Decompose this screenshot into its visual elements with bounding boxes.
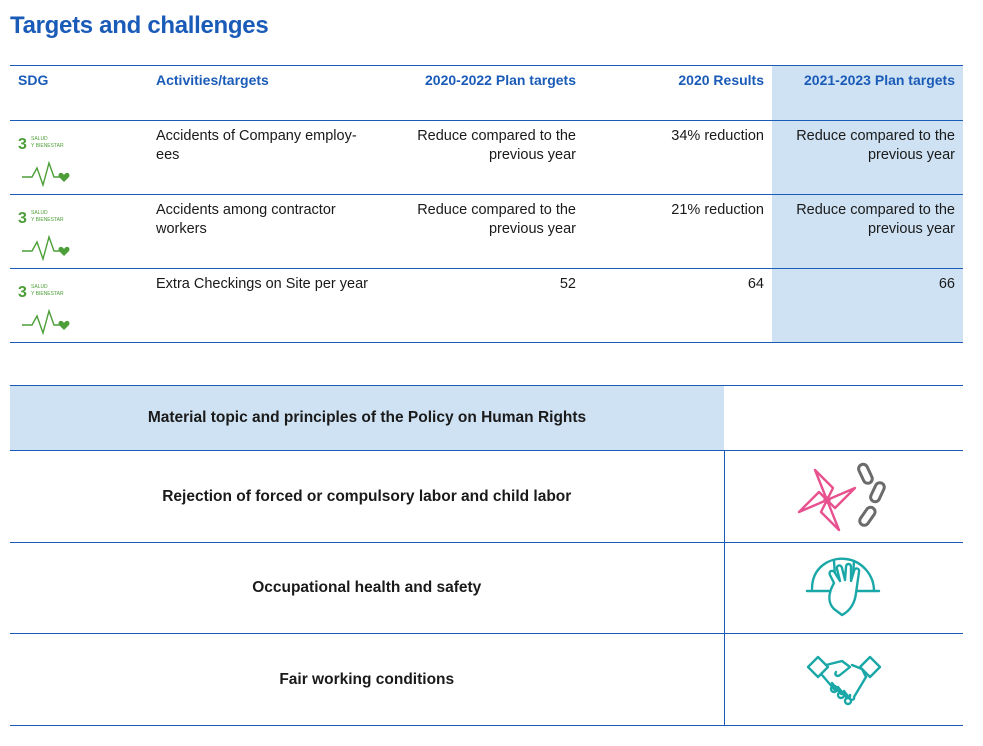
plan-2021-2023-cell: 66: [772, 269, 963, 343]
activity-cell: Extra Checkings on Site per year: [148, 269, 386, 343]
human-rights-header-row: [10, 386, 963, 451]
plan-2020-2022-cell: Reduce compared to the previous year: [386, 121, 584, 195]
sdg-cell: [10, 121, 148, 195]
activity-cell: Accidents among contractor workers: [148, 195, 386, 269]
activity-cell: Accidents of Company employ-ees: [148, 121, 386, 195]
targets-header-row: [10, 66, 963, 121]
plan-2020-2022-cell: 52: [386, 269, 584, 343]
header-activities: Activities/targets: [148, 66, 386, 121]
header-plan-2020-2022: 2020-2022 Plan targets: [386, 66, 584, 121]
sdg-cell: [10, 269, 148, 343]
page-title: Targets and challenges: [10, 12, 269, 39]
header-results-2020: 2020 Results: [584, 66, 772, 121]
results-2020-cell: 64: [584, 269, 772, 343]
topic-cell: Occupational health and safety: [10, 543, 724, 634]
plan-2021-2023-cell: Reduce compared to the previous year: [772, 195, 963, 269]
icon-cell: [724, 634, 963, 726]
sdg-number: 3: [18, 284, 27, 301]
sdg-3-health-icon: [18, 275, 78, 335]
topic-cell: Rejection of forced or compulsory labor and child labor: [10, 451, 724, 543]
sdg-line1: SALUD: [31, 210, 48, 216]
handshake-icon: [804, 649, 884, 711]
sdg-line1: SALUD: [31, 136, 48, 142]
sdg-3-health-icon: [18, 201, 78, 261]
table-row: [10, 451, 963, 543]
plan-2020-2022-cell: Reduce compared to the previous year: [386, 195, 584, 269]
sdg-3-health-icon: [18, 127, 78, 187]
sdg-line1: SALUD: [31, 284, 48, 290]
sdg-cell: [10, 195, 148, 269]
icon-cell: [724, 451, 963, 543]
sdg-line2: Y BIENESTAR: [31, 217, 64, 223]
human-rights-header: Material topic and principles of the Policy on Human Rights: [10, 386, 724, 451]
header-plan-2021-2023: 2021-2023 Plan targets: [772, 66, 963, 121]
plan-2021-2023-cell: Reduce compared to the previous year: [772, 121, 963, 195]
table-row: [10, 195, 963, 269]
topic-cell: Fair working conditions: [10, 634, 724, 726]
table-row: [10, 121, 963, 195]
helmet-and-glove-icon: [804, 553, 884, 623]
icon-cell: [724, 543, 963, 634]
table-row: [10, 543, 963, 634]
sdg-number: 3: [18, 210, 27, 227]
header-blank-cell: [724, 386, 963, 451]
human-rights-table: [10, 385, 963, 726]
pinwheel-and-broken-chain-icon: [789, 458, 899, 536]
table-row: [10, 269, 963, 343]
header-sdg: SDG: [10, 66, 148, 121]
sdg-line2: Y BIENESTAR: [31, 291, 64, 297]
table-row: [10, 634, 963, 726]
targets-table: [10, 65, 963, 343]
sdg-line2: Y BIENESTAR: [31, 143, 64, 149]
results-2020-cell: 34% reduction: [584, 121, 772, 195]
results-2020-cell: 21% reduction: [584, 195, 772, 269]
sdg-number: 3: [18, 136, 27, 153]
